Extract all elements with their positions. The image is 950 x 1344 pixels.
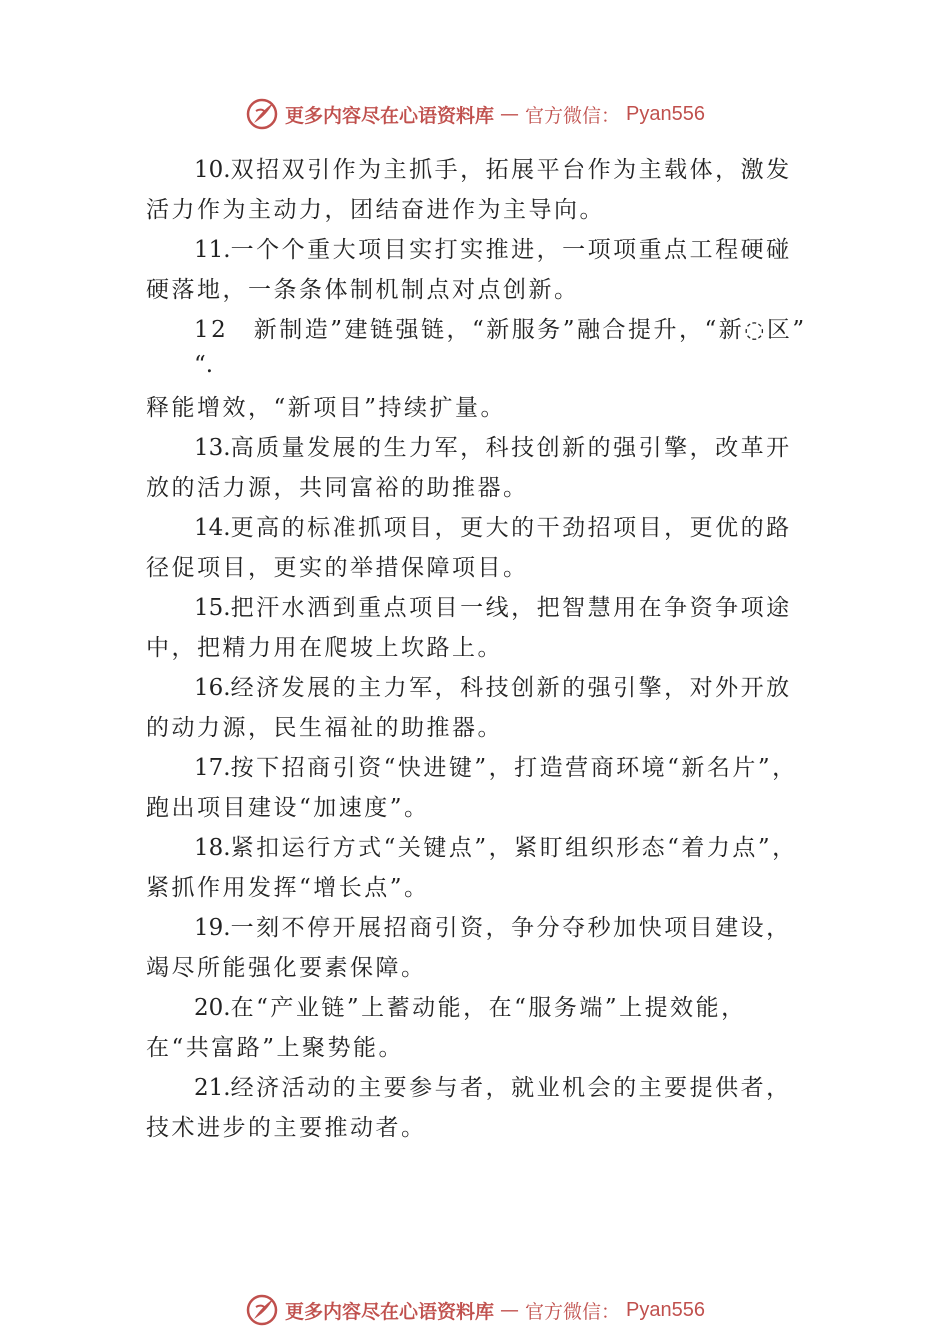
list-item-12-line1: 12 新制造”建链强链，“新服务”融合提升，“新◌区” [194, 317, 807, 343]
footer-banner [0, 1290, 950, 1330]
banner-wechat-label: 官方微信： [525, 1300, 621, 1323]
list-item: 18.紧扣运行方式“关键点”，紧盯组织形态“着力点”，紧抓作用发挥“增长点”。 [146, 835, 798, 901]
list-item: 10.双招双引作为主抓手，拓展平台作为主载体，激发活力作为主动力，团结奋进作为主导向。 [146, 157, 792, 223]
list-item-12-line3: 释能增效，“新项目”持续扩量。 [146, 395, 507, 421]
banner-separator: — [500, 103, 520, 125]
list-item: 11.一个个重大项目实打实推进，一项项重点工程硬碰硬落地，一条条体制机制点对点创新。 [146, 237, 792, 303]
list-item: 17.按下招商引资“快进键”，打造营商环境“新名片”，跑出项目建设“加速度”。 [146, 755, 798, 821]
quill-logo-icon [245, 1293, 279, 1327]
list-item: 21.经济活动的主要参与者，就业机会的主要提供者，技术进步的主要推动者。 [146, 1075, 792, 1141]
list-item: 20.在“产业链”上蓄动能，在“服务端”上提效能，在“共富路”上聚势能。 [146, 995, 747, 1061]
list-item: 14.更高的标准抓项目，更大的干劲招项目，更优的路径促项目，更实的举措保障项目。 [146, 515, 792, 581]
header-banner [0, 94, 950, 134]
banner-wechat-id: Pyan556 [626, 1298, 705, 1321]
list-item-12-line2: “. [194, 352, 214, 378]
list-item: 19.一刻不停开展招商引资，争分夺秒加快项目建设，竭尽所能强化要素保障。 [146, 915, 792, 981]
list-item: 13.高质量发展的生力军，科技创新的强引擎，改革开放的活力源，共同富裕的助推器。 [146, 435, 792, 501]
list-item: 15.把汗水洒到重点项目一线，把智慧用在争资争项途中，把精力用在爬坡上坎路上。 [146, 595, 792, 661]
banner-wechat-label: 官方微信： [525, 104, 621, 127]
list-item: 16.经济发展的主力军，科技创新的强引擎，对外开放的动力源，民生福祉的助推器。 [146, 675, 792, 741]
banner-separator: — [500, 1299, 520, 1321]
banner-wechat-id: Pyan556 [626, 102, 705, 125]
banner-main-text: 更多内容尽在心语资料库 [285, 104, 495, 127]
banner-main-text: 更多内容尽在心语资料库 [285, 1300, 495, 1323]
document-body [146, 150, 806, 1148]
quill-logo-icon [245, 97, 279, 131]
